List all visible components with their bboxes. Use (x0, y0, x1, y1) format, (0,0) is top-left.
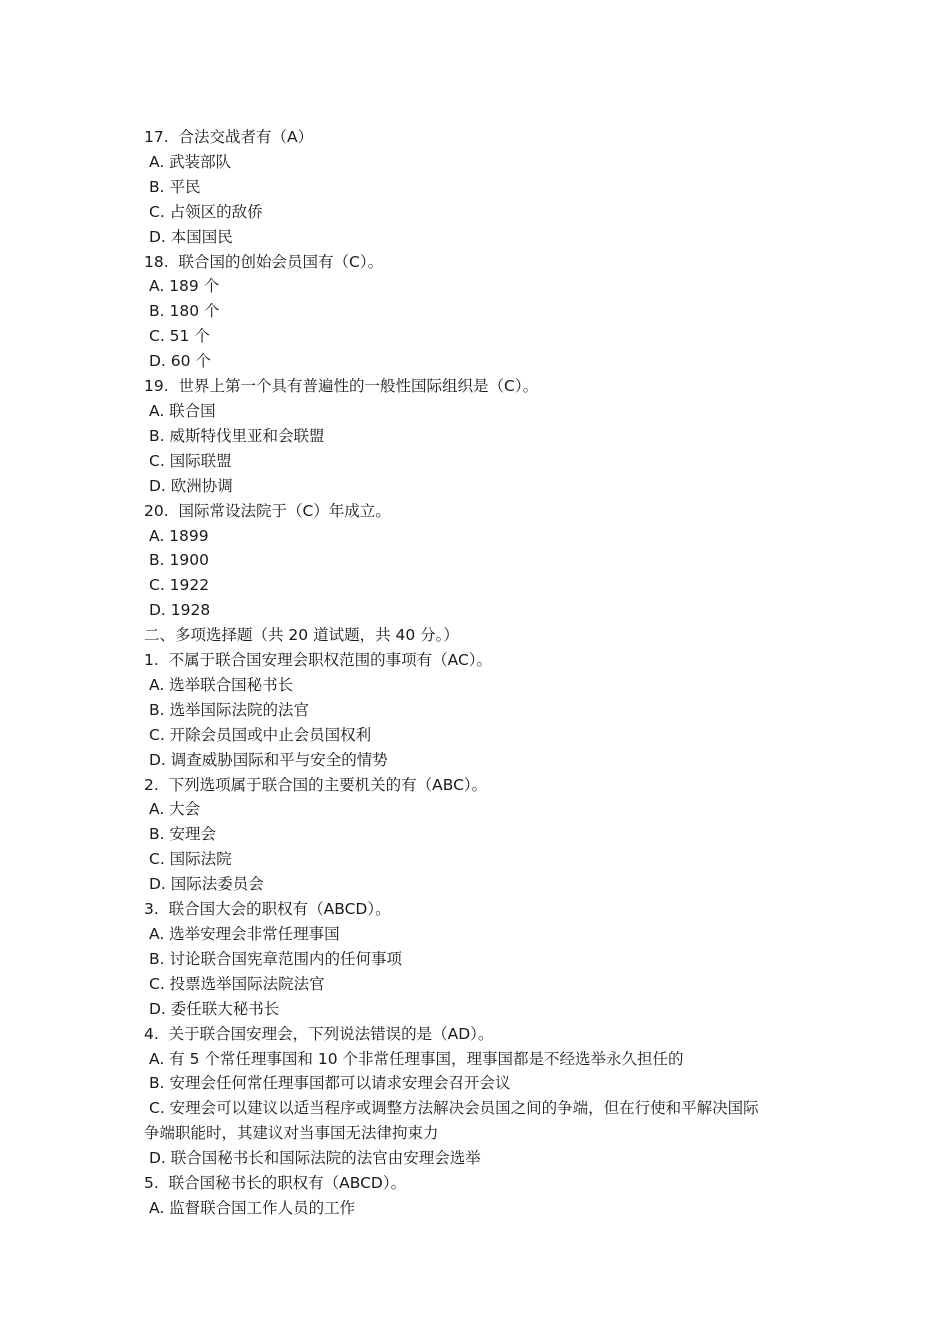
question-line: 2. 下列选项属于联合国的主要机关的有（ABC）。 (144, 775, 488, 794)
answer-option: D. 调查威胁国际和平与安全的情势 (149, 750, 388, 769)
answer-option: B. 1900 (149, 551, 209, 570)
answer-option: D. 60 个 (149, 352, 211, 371)
question-line: 5. 联合国秘书长的职权有（ABCD）。 (144, 1174, 407, 1193)
answer-option: B. 威斯特伐里亚和会联盟 (149, 426, 325, 445)
answer-option: A. 1899 (149, 526, 209, 545)
question-line: 1. 不属于联合国安理会职权范围的事项有（AC）。 (144, 651, 493, 670)
answer-option: D. 1928 (149, 601, 211, 620)
answer-option: A. 武装部队 (149, 152, 232, 171)
answer-option: B. 讨论联合国宪章范围内的任何事项 (149, 949, 402, 968)
question-line: 20. 国际常设法院于（C）年成立。 (144, 501, 391, 520)
section-heading: 二、多项选择题（共 20 道试题，共 40 分。） (144, 626, 459, 645)
answer-option: B. 安理会 (149, 825, 216, 844)
answer-option: B. 180 个 (149, 302, 220, 321)
answer-option: C. 开除会员国或中止会员国权利 (149, 725, 372, 744)
answer-option: C. 安理会可以建议以适当程序或调整方法解决会员国之间的争端，但在行使和平解决国际 (149, 1099, 759, 1118)
answer-option: D. 欧洲协调 (149, 476, 233, 495)
answer-option: C. 51 个 (149, 327, 210, 346)
answer-option: C. 占领区的敌侨 (149, 202, 263, 221)
question-line: 18. 联合国的创始会员国有（C）。 (144, 252, 384, 271)
question-line: 4. 关于联合国安理会，下列说法错误的是（AD）。 (144, 1024, 494, 1043)
answer-option: D. 本国国民 (149, 227, 233, 246)
answer-option: A. 监督联合国工作人员的工作 (149, 1198, 356, 1217)
answer-option: A. 有 5 个常任理事国和 10 个非常任理事国，理事国都是不经选举永久担任的 (149, 1049, 684, 1068)
answer-option: D. 委任联大秘书长 (149, 999, 280, 1018)
answer-option: B. 平民 (149, 177, 201, 196)
question-line: 3. 联合国大会的职权有（ABCD）。 (144, 900, 391, 919)
answer-option: A. 189 个 (149, 277, 220, 296)
answer-option: D. 国际法委员会 (149, 875, 264, 894)
answer-option: B. 选举国际法院的法官 (149, 700, 309, 719)
answer-option: C. 1922 (149, 576, 210, 595)
answer-option: D. 联合国秘书长和国际法院的法官由安理会选举 (149, 1149, 481, 1168)
answer-option: A. 大会 (149, 800, 201, 819)
question-line: 17. 合法交战者有（A） (144, 128, 314, 146)
answer-option: A. 联合国 (149, 401, 216, 420)
answer-option-continuation: 争端职能时，其建议对当事国无法律拘束力 (144, 1124, 439, 1143)
answer-option: A. 选举安理会非常任理事国 (149, 925, 340, 943)
answer-option: A. 选举联合国秘书长 (149, 675, 294, 694)
question-line: 19. 世界上第一个具有普遍性的一般性国际组织是（C）。 (144, 377, 539, 396)
answer-option: C. 投票选举国际法院法官 (149, 974, 325, 993)
answer-option: C. 国际法院 (149, 850, 232, 869)
answer-option: C. 国际联盟 (149, 451, 232, 470)
document-body (144, 125, 814, 1221)
answer-option: B. 安理会任何常任理事国都可以请求安理会召开会议 (149, 1074, 511, 1093)
